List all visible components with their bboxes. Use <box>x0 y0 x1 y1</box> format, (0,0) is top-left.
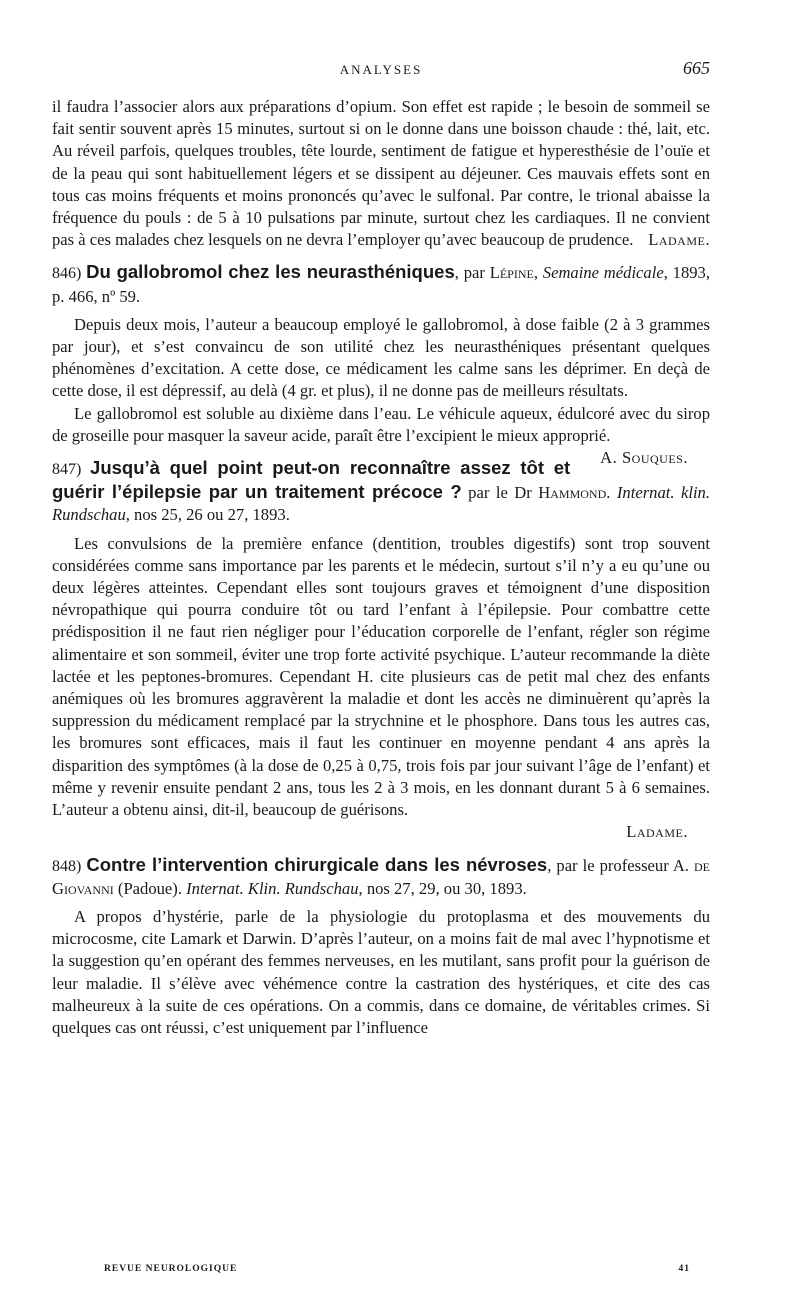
article-848-journal: Internat. Klin. Rundschau <box>186 878 359 898</box>
article-846-ref: , 1893, p. 466, nº 59. <box>52 263 710 306</box>
article-847-paragraph-1: Les convulsions de la première enfance (dentition, troubles digestifs) sont trop souvent considérées comme sans importance par les parents et le médecin, surtout s’il n’y a eu qu’une ou deux légères atteintes. Cependant elles sont toujours graves et témoignent d’une disposition névropathique qui pourra conduire tôt ou tard l’enfant à l’épilepsie. Pour combattre cette prédisposition il ne faut rien négliger pour l’éducation corporelle de l’enfant, régler son régime alimentaire et son sommeil, éviter une trop forte activité psychique. L’auteur recommande la diète lactée et les peptones-bromures. Cependant H. cite plusieurs cas de petit mal chez des enfants anémiques où les bromures aggravèrent la maladie et dont les accès ne diminuèrent qu’après la suppression du médicament remplacé par la strychnine et le phosphore. Dans tous les autres cas, les bromures sont efficaces, mais il faut les continuer en moyenne pendant 4 ans après la disparition des symptômes (à la dose de 0,25 à 0,75, trois fois par jour suivant l’âge de l’enfant) et même y revenir ensuite pendant 2 ans, tous les 2 à 3 mois, en les donnant durant 5 à 6 semaines. L’auteur a obtenu ainsi, dit-il, beaucoup de guérisons. <box>52 533 710 820</box>
running-title: ANALYSES <box>339 62 423 77</box>
article-846 <box>52 261 710 468</box>
article-847 <box>52 457 710 843</box>
article-846-signature: A. Souques. <box>600 448 688 468</box>
page-body <box>52 96 710 1039</box>
intro-paragraph <box>52 96 710 251</box>
article-846-journal: Semaine médicale <box>542 263 664 283</box>
article-846-paragraph-2 <box>52 403 710 468</box>
article-846-heading: 846) Du gallobromol chez les neurasthéniques, par Lépine, Semaine médicale, 1893, p. 466, nº 59. <box>52 261 710 306</box>
article-847-heading: 847) Jusqu’à quel point peut-on reconnaître assez tôt et guérir l’épilepsie par un traitement précoce ? par le Dr Hammond. Internat. klin. Rundschau, nos 25, 26 ou 27, 1893. <box>52 457 710 525</box>
footer-signature-mark: 41 <box>678 1264 690 1274</box>
article-846-author: Lépine <box>489 263 534 283</box>
article-848-ref: , nos 27, 29, ou 30, 1893. <box>358 878 527 898</box>
article-848-byline: , par le professeur A. <box>547 855 694 875</box>
article-847-title: Jusqu’à quel point peut-on reconnaître assez tôt et guérir l’épilepsie par un traitement précoce ? <box>52 457 571 503</box>
article-846-byline: , par <box>454 263 490 283</box>
article-848-place: (Padoue). <box>113 878 187 898</box>
article-846-paragraph-1: Depuis deux mois, l’auteur a beaucoup employé le gallobromol, à dose faible (2 à 3 grammes par jour), et s’est convaincu de son utilité chez les neurasthéniques présentant quelques phénomènes d’excitation. A cette dose, ce médicament les calme sans les déprimer. En deçà de cette dose, il est dépressif, au delà (4 gr. et plus), il ne donne pas de meilleurs résultats. <box>52 314 710 401</box>
article-847-signature: Ladame. <box>626 822 688 842</box>
article-848-paragraph-1: A propos d’hystérie, parle de la physiologie du protoplasma et des mouvements du microcosme, cite Lamark et Darwin. D’après l’auteur, on a moins fait de mal avec l’hypnotisme et la suggestion qu’en opérant des femmes nerveuses, en les mutilant, sans profit pour la guérison de leur maladie. Il s’élève avec véhémence contre la castration des hystériques, et cite des cas malheureux à la suite de ces opérations. On a commis, dans ce domaine, de véritables crimes. Si quelques cas ont réussi, c’est uniquement par l’influence <box>52 906 710 1037</box>
article-848 <box>52 854 710 1040</box>
article-847-byline: par le Dr <box>461 483 539 503</box>
page-footer <box>52 1264 710 1280</box>
article-848-title: Contre l’intervention chirurgicale dans les névroses <box>86 853 548 875</box>
article-846-number: 846) <box>52 265 82 283</box>
article-848-author: de Giovanni <box>52 855 710 898</box>
intro-signature: Ladame. <box>648 230 710 250</box>
article-846-paragraph-2-text: Le gallobromol est soluble au dixième dans l’eau. Le véhicule aqueux, édulcoré avec du sirop de groseille pour masquer la saveur acide, paraît être l’excipient le mieux approprié. <box>52 403 710 445</box>
running-header <box>52 58 710 82</box>
article-848-number: 848) <box>52 857 82 875</box>
article-848-heading <box>52 854 710 900</box>
article-847-author: Hammond <box>538 483 607 503</box>
article-846-title: Du gallobromol chez les neurasthéniques <box>86 261 455 283</box>
article-847-number: 847) <box>52 461 82 479</box>
article-847-journal: Internat. klin. Rundschau <box>52 483 710 525</box>
footer-journal: REVUE NEUROLOGIQUE <box>104 1264 238 1274</box>
page-number: 665 <box>683 58 710 78</box>
intro-text: il faudra l’associer alors aux préparations d’opium. Son effet est rapide ; le besoin de sommeil se fait sentir souvent après 15 minutes, surtout si on le donne dans une boisson chaude : thé, lait, etc. Au réveil parfois, quelques troubles, tête lourde, sentiment de fatigue et hyperesthésie de l’ouïe et de la peau qui sont habituellement légers et se dissipent au déjeuner. Ces mauvais effets sont en tous cas moins fréquents et moins prononcés qu’avec le sulfonal. Par contre, le trional abaisse la fréquence du pouls : de 5 à 10 pulsations par minute, surtout chez les cardiaques. Il ne convient pas à ces malades chez lesquels on ne devra l’employer qu’avec beaucoup de prudence. <box>52 97 710 250</box>
article-847-ref: , nos 25, 26 ou 27, 1893. <box>125 505 290 525</box>
